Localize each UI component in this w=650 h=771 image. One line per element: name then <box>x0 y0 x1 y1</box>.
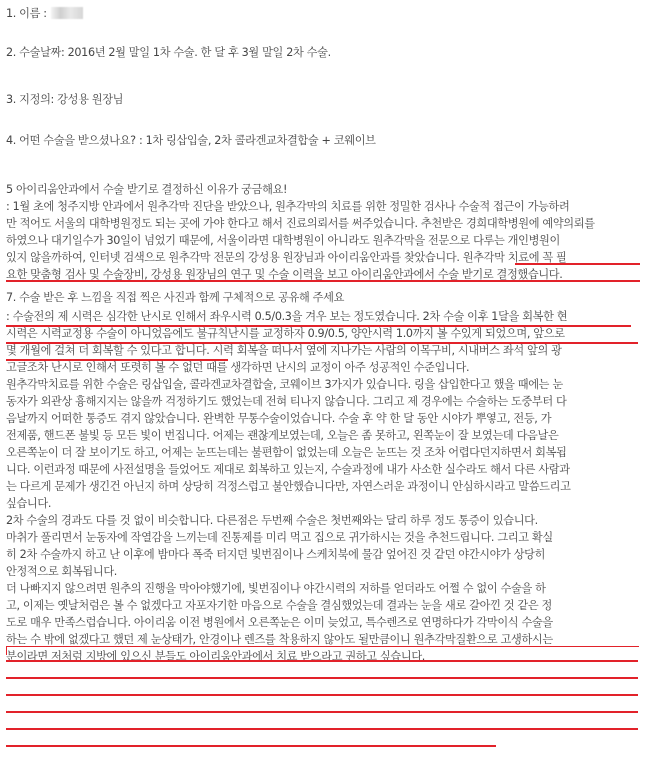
a7-line: 는 다르게 문제가 생긴건 아닌지 하며 상당히 걱정스럽고 불안했습니다만, 자연스러운 과정이니 안심하시라고 말씀드리고 <box>6 480 571 493</box>
surgery-type: 4. 어떤 수술을 받으셨나요? : 1차 링삽입술, 2차 콜라겐교차결합술 + 코웨이브 <box>6 134 376 147</box>
a7-line: 안정적으로 회복됩니다. <box>6 565 117 578</box>
highlight-underline <box>6 745 496 747</box>
highlight-underline <box>515 263 640 265</box>
highlight-underline <box>6 359 228 361</box>
a7-line: 고, 이제는 옛날처럼은 볼 수 없겠다고 자포자기한 마음으로 수술을 결심했었는데 결과는 눈을 새로 갈아낀 것 같은 정 <box>6 599 552 612</box>
question-7: 7. 수술 받은 후 느낌을 직접 찍은 사진과 함께 구체적으로 공유해 주세요 <box>6 291 345 304</box>
highlight-bracket <box>6 646 639 655</box>
a5-line: 만 적어도 서울의 대학병원정도 되는 곳에 가야 한다고 해서 진료의뢰서를 써주었습니다. 추천받은 경희대학병원에 예약의뢰를 <box>6 217 595 230</box>
question-5: 5 아이리움안과에서 수술 받기로 결정하신 이유가 궁금해요! <box>6 183 288 196</box>
a7-line: 음날까지 어떠한 통증도 겪지 않았습니다. 완벽한 무통수술이었습니다. 수술 후 약 한 달 동안 시야가 뿌옇고, 전등, 가 <box>6 412 552 425</box>
a7-line: 동자가 외관상 흉해지지는 않을까 걱정하기도 했었는데 전혀 티나지 않습니다. 그리고 제 경우에는 수술하는 도중부터 다 <box>6 395 567 408</box>
highlight-underline <box>6 694 638 696</box>
a7-line: 전제품, 핸드폰 불빛 등 모든 빛이 번집니다. 어제는 괜찮게보였는데, 오늘은 좀 못하고, 왼쪽눈이 잘 보였는데 다음날은 <box>6 429 559 442</box>
a5-line: 하였으나 대기일수가 30일이 넘었기 때문에, 서울이라면 대학병원이 아니라도 원추각막을 전문으로 다루는 개인병원이 <box>6 234 560 247</box>
a7-line: : 수술전의 제 시력은 심각한 난시로 인해서 좌우시력 0.5/0.3을 겨우 보는 정도였습니다. 2차 수술 이후 1달을 회복한 현 <box>6 310 568 323</box>
surgery-date: 2. 수술날짜: 2016년 2월 말일 1차 수술. 한 달 후 3월 말일 2차 수술. <box>6 46 331 59</box>
a5-line: 요한 맞춤형 검사 및 수술장비, 강성용 원장님의 연구 및 수술 이력을 보고 아이리움안과에서 수술 받기로 결정했습니다. <box>6 268 563 281</box>
a5-line: : 1월 초에 청주지방 안과에서 원추각막 진단을 받았으나, 원추각막의 치료를 위한 정밀한 검사나 수술적 접근이 가능하려 <box>6 200 570 213</box>
a7-line: 싶습니다. <box>6 497 52 510</box>
a7-line: 고글조차 난시로 인해서 또렷히 볼 수 없던 때를 생각하면 난시의 교정이 아주 성공적인 수준입니다. <box>6 361 470 374</box>
a7-line: 하는 수 밖에 없겠다고 했던 제 눈상태가, 안경이나 렌즈를 착용하지 않아도 될만큼이니 원추각막질환으로 고생하시는 <box>6 633 553 646</box>
name-row <box>6 6 83 22</box>
highlight-underline <box>6 325 631 327</box>
name-label: 1. 이름 : <box>6 7 47 20</box>
a7-line: 히 2차 수술까지 하고 난 이후에 밤마다 폭죽 터지던 빛번짐이나 스케치북에 물감 엎어진 것 같던 야간시야가 상당히 <box>6 548 546 561</box>
a7-line: 시력은 시력교정용 수술이 아니었음에도 불규칙난시를 교정하자 0.9/0.5, 양안시력 1.0까지 볼 수있게 되었으며, 앞으로 <box>6 327 565 340</box>
highlight-underline <box>6 677 638 679</box>
a7-line: 도로 매우 만족스럽습니다. 아이리움 이전 병원에서 오른쪽눈은 이미 늦었고, 특수렌즈로 연명하다가 각막이식 수술을 <box>6 616 553 629</box>
a7-line: 니다. 이런과정 때문에 사전설명을 들었어도 제대로 회복하고 있는지, 수술과정에 내가 사소한 실수라도 해서 다른 사람과 <box>6 463 570 476</box>
highlight-underline <box>6 728 638 730</box>
redacted-name <box>51 7 83 19</box>
a7-line: 마취가 풀리면서 눈동자에 작열감을 느끼는데 진통제를 미리 먹고 집으로 귀가하시는 것을 추천드립니다. 그리고 확실 <box>6 531 553 544</box>
a7-line: 분이라면 저처럼 지방에 있으신 분들도 아이리움안과에서 치료 받으라고 권하고 싶습니다. <box>6 650 425 663</box>
a7-line: 2차 수술의 경과도 다를 것 없이 비슷합니다. 다른점은 두번째 수술은 첫번째와는 달리 하루 정도 통증이 있습니다. <box>6 514 538 527</box>
a7-line: 몇 개월에 걸쳐 더 회복할 수 있다고 합니다. 시력 회복을 떠나서 옆에 지나가는 사람의 이목구비, 시내버스 좌석 앞의 광 <box>6 344 562 357</box>
highlight-underline <box>6 660 638 662</box>
a7-line: 원추각막치료를 위한 수술은 링삽입술, 콜라겐교차결합술, 코웨이브 3가지가 있습니다. 링을 삽입한다고 했을 때에는 눈 <box>6 378 563 391</box>
highlight-underline <box>6 280 640 282</box>
a5-line: 있지 않을까하여, 인터넷 검색으로 원추각막 전문의 강성용 원장님과 아이리움안과를 찾았습니다. 원추각막 치료에 꼭 필 <box>6 251 567 264</box>
highlight-underline <box>6 342 638 344</box>
a7-line: 오른쪽눈이 더 잘 보이기도 하고, 어제는 눈뜨는데는 불편함이 없었는데 오늘은 눈뜨는 것 조차 어렵다던지하면서 회복됩 <box>6 446 567 459</box>
a7-line: 더 나빠지지 않으려면 원추의 진행을 막아야했기에, 빛번짐이나 야간시력의 저하를 얻더라도 어쩔 수 없이 수술을 하 <box>6 582 546 595</box>
highlight-underline <box>6 711 638 713</box>
doctor: 3. 지정의: 강성용 원장님 <box>6 93 124 106</box>
